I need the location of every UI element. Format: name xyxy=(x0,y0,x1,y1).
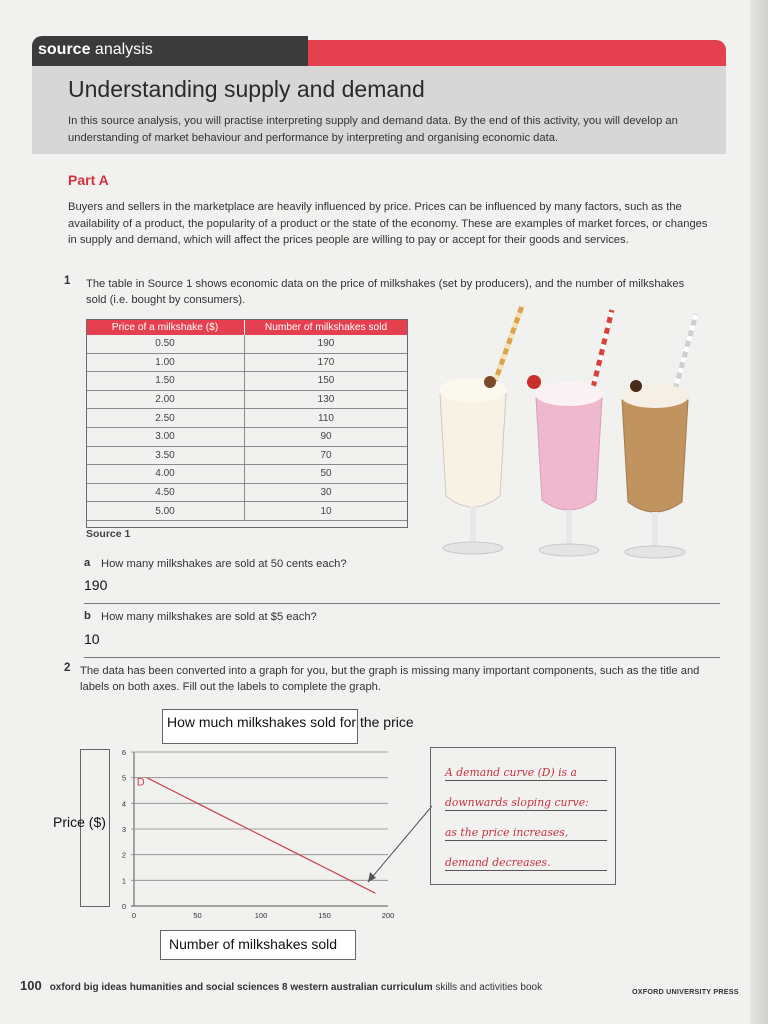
sold-cell: 190 xyxy=(245,335,408,353)
section-label-light: analysis xyxy=(94,41,153,58)
y-tick-label: 2 xyxy=(121,850,126,860)
book-title: oxford big ideas humanities and social sciences 8 western australian curriculum xyxy=(49,982,433,993)
stem-1 xyxy=(470,506,476,542)
demand-line xyxy=(147,778,376,894)
part-a-paragraph: Buyers and sellers in the marketplace are heavily influenced by price. Prices can be influenced by many factors, such as the availability of a product, the popularity of a product or the state of the economy. These are examples of market forces, or changes in supply and demand, which will affect the prices people are willing to pay or accept for their goods and services. xyxy=(68,201,708,246)
table-row xyxy=(86,409,407,428)
base-2 xyxy=(539,544,599,556)
sold-cell: 30 xyxy=(245,483,408,502)
page-number: 100 xyxy=(20,978,42,993)
sold-cell: 50 xyxy=(245,465,408,484)
vanilla-cream xyxy=(439,378,507,402)
cookie-topping xyxy=(484,376,496,388)
part-a-heading: Part A xyxy=(68,172,109,188)
vanilla-shake xyxy=(440,389,506,507)
page-title: Understanding supply and demand xyxy=(68,76,425,102)
note-line-3: as the price increases, xyxy=(445,826,607,841)
strawberry-cream xyxy=(535,382,603,406)
price-cell: 5.00 xyxy=(86,502,245,521)
sold-cell: 130 xyxy=(245,390,408,409)
y-tick-label: 6 xyxy=(121,748,126,757)
q1a-text: How many milkshakes are sold at 50 cents each? xyxy=(101,558,347,570)
x-tick-label: 50 xyxy=(193,911,202,920)
source-1-table xyxy=(86,319,407,521)
y-tick-label: 1 xyxy=(121,876,126,886)
table-header-price: Price of a milkshake ($) xyxy=(86,319,245,335)
strawberry-shake xyxy=(536,393,602,510)
arrow-to-curve xyxy=(360,800,440,890)
note-line-1: A demand curve (D) is a xyxy=(445,766,607,781)
price-cell: 0.50 xyxy=(86,335,245,353)
strawberry-topping xyxy=(527,375,541,389)
table-row xyxy=(86,390,407,409)
table-row xyxy=(86,335,407,353)
table-row xyxy=(86,427,407,446)
chart-title-answer: How much milkshakes sold for the price xyxy=(167,714,414,730)
section-label xyxy=(38,41,153,59)
stem-3 xyxy=(652,512,658,546)
q1a-answer-line xyxy=(84,603,720,604)
table-row xyxy=(86,446,407,465)
q1-number: 1 xyxy=(64,275,71,287)
page-footer xyxy=(20,978,542,993)
x-tick-label: 0 xyxy=(131,911,137,920)
header-dark-tab xyxy=(32,36,308,66)
sold-cell: 150 xyxy=(245,372,408,391)
q1b-letter: b xyxy=(84,610,91,622)
intro-box xyxy=(32,66,726,154)
milkshakes-image xyxy=(428,306,710,564)
q2-text: The data has been converted into a graph for you, but the graph is missing many important components, such as the title and labels on both axes. Fill out the labels to complete the graph. xyxy=(80,665,700,693)
curve-label-d: D xyxy=(136,776,145,789)
base-1 xyxy=(443,542,503,554)
q1b-answer[interactable]: 10 xyxy=(84,631,100,647)
sold-cell: 90 xyxy=(245,427,408,446)
q1b-answer-line xyxy=(84,657,720,658)
section-label-bold: source xyxy=(38,41,91,58)
table-header-row xyxy=(86,319,407,335)
q1-text: The table in Source 1 shows economic data on the price of milkshakes (set by producers), and the number of milkshakes sold (i.e. bought by consumers). xyxy=(86,278,685,306)
y-tick-label: 5 xyxy=(121,773,126,783)
base-3 xyxy=(625,546,685,558)
chocolate-topping xyxy=(630,380,642,392)
demand-chart xyxy=(110,740,400,926)
q2-number: 2 xyxy=(64,662,71,674)
arrow-shaft xyxy=(368,806,432,882)
chocolate-shake xyxy=(622,395,688,512)
sold-cell: 70 xyxy=(245,446,408,465)
price-cell: 2.50 xyxy=(86,409,245,428)
q1a-answer[interactable]: 190 xyxy=(84,577,108,593)
publisher: OXFORD UNIVERSITY PRESS xyxy=(632,987,739,996)
price-cell: 1.50 xyxy=(86,372,245,391)
y-tick-label: 4 xyxy=(121,799,126,809)
table-row xyxy=(86,465,407,484)
source-label: Source 1 xyxy=(86,528,131,540)
x-label-box[interactable] xyxy=(160,930,356,960)
x-tick-label: 200 xyxy=(381,911,395,920)
q1a-letter: a xyxy=(84,557,91,569)
table-row xyxy=(86,353,407,372)
note-line-4: demand decreases. xyxy=(445,856,607,871)
intro-text: In this source analysis, you will practise interpreting supply and demand data. By the end of this activity, you will develop an understanding of market behaviour and performance by interpreting and organising economic data. xyxy=(68,115,678,144)
stem-2 xyxy=(566,510,572,544)
price-cell: 1.00 xyxy=(86,353,245,372)
x-axis-answer: Number of milkshakes sold xyxy=(169,936,338,952)
section-header xyxy=(32,36,726,66)
price-cell: 2.00 xyxy=(86,390,245,409)
price-cell: 4.50 xyxy=(86,483,245,502)
page-spine-shadow xyxy=(750,0,768,1024)
y-tick-label: 3 xyxy=(121,825,126,834)
sold-cell: 10 xyxy=(245,502,408,521)
price-cell: 3.00 xyxy=(86,427,245,446)
book-subtitle: skills and activities book xyxy=(435,982,543,993)
y-tick-label: 0 xyxy=(121,902,126,911)
table-row xyxy=(86,502,407,521)
table-header-sold: Number of milkshakes sold xyxy=(245,319,408,335)
table-row xyxy=(86,483,407,502)
price-cell: 3.50 xyxy=(86,446,245,465)
note-line-2: downwards sloping curve: xyxy=(445,796,607,811)
q1b-text: How many milkshakes are sold at $5 each? xyxy=(101,611,317,623)
sold-cell: 110 xyxy=(245,409,408,428)
annotation-box[interactable] xyxy=(430,747,616,885)
x-tick-label: 150 xyxy=(318,911,331,920)
x-tick-label: 100 xyxy=(254,911,268,920)
header-red-band xyxy=(294,40,726,66)
price-cell: 4.00 xyxy=(86,465,245,484)
chart-title-box[interactable] xyxy=(162,709,414,744)
sold-cell: 170 xyxy=(245,353,408,372)
y-axis-answer: Price ($) xyxy=(53,814,106,830)
table-row xyxy=(86,372,407,391)
